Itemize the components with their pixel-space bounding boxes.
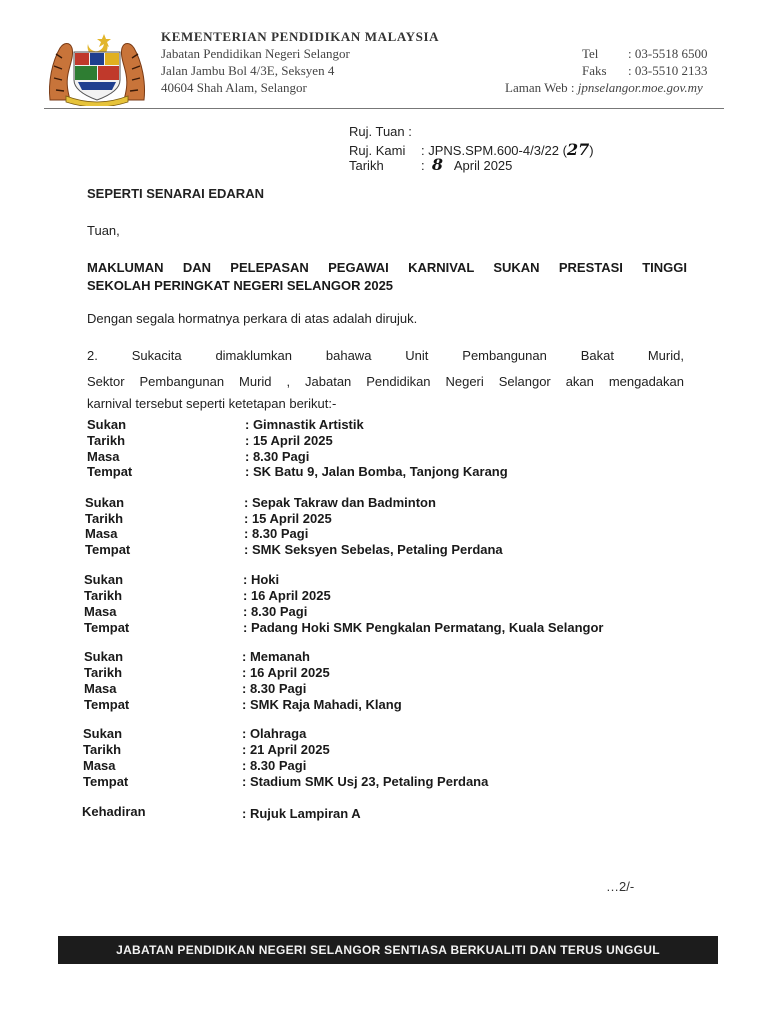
website (505, 80, 703, 96)
recipient: SEPERTI SENARAI EDARAN (87, 186, 264, 201)
event-tarikh: : 15 April 2025 (244, 511, 332, 526)
event-sukan: : Hoki (243, 572, 280, 587)
label-tarikh: Tarikh (83, 742, 122, 757)
address-line-2: Jalan Jambu Bol 4/3E, Seksyen 4 (161, 63, 335, 78)
label-masa: Masa (84, 681, 117, 696)
para2-line-1 (87, 348, 684, 363)
intro-paragraph: Dengan segala hormatnya perkara di atas adalah dirujuk. (87, 311, 418, 326)
ref-date (349, 155, 512, 174)
para2-word: Unit (405, 348, 429, 363)
ref-kami-handwritten: 27 (566, 140, 590, 159)
event-tempat: : Stadium SMK Usj 23, Petaling Perdana (242, 774, 489, 789)
page-marker: …2/- (606, 879, 635, 894)
address-line-1: Jabatan Pendidikan Negeri Selangor (161, 46, 350, 61)
label-masa: Masa (85, 526, 118, 541)
event-tarikh: : 21 April 2025 (242, 742, 330, 757)
fax-label: Faks (582, 63, 607, 78)
label-tempat: Tempat (84, 620, 130, 635)
label-sukan: Sukan (83, 726, 123, 741)
event-tempat: : SK Batu 9, Jalan Bomba, Tanjong Karang (245, 464, 508, 479)
event-tempat: : Padang Hoki SMK Pengkalan Permatang, Kuala Selangor (243, 620, 604, 635)
event-tarikh: : 15 April 2025 (245, 433, 333, 448)
event-tempat: : SMK Raja Mahadi, Klang (242, 697, 402, 712)
event-tarikh: : 16 April 2025 (242, 665, 330, 680)
malaysia-coat-of-arms-icon (44, 30, 150, 106)
event-masa: : 8.30 Pagi (245, 449, 310, 464)
date-label: Tarikh (349, 158, 384, 173)
event-masa: : 8.30 Pagi (242, 758, 307, 773)
para2-word: bahawa (325, 348, 372, 363)
para2-word: Bakat (580, 348, 614, 363)
fax (582, 63, 707, 79)
telephone (582, 46, 707, 62)
letterhead-divider (44, 108, 724, 109)
salutation: Tuan, (87, 223, 120, 238)
tel-value: : 03-5518 6500 (628, 46, 708, 61)
ref-kami-value: : JPNS.SPM.600-4/3/22 ( (421, 143, 567, 158)
event-masa: : 8.30 Pagi (243, 604, 308, 619)
event-tarikh: : 16 April 2025 (243, 588, 331, 603)
label-masa: Masa (83, 758, 116, 773)
para2-line-2: Sektor Pembangunan Murid , Jabatan Pendidikan Negeri Selangor akan mengadakan (87, 374, 684, 389)
label-tempat: Tempat (83, 774, 129, 789)
subject-line-1: MAKLUMAN DAN PELEPASAN PEGAWAI KARNIVAL SUKAN PRESTASI TINGGI (87, 260, 687, 275)
event-tempat: : SMK Seksyen Sebelas, Petaling Perdana (244, 542, 503, 557)
label-masa: Masa (84, 604, 117, 619)
para2-number: 2. (87, 348, 98, 363)
date-rest: April 2025 (453, 158, 513, 173)
para2-word: Pembangunan (462, 348, 547, 363)
tel-label: Tel (582, 46, 599, 61)
label-sukan: Sukan (84, 572, 124, 587)
label-tarikh: Tarikh (84, 665, 123, 680)
event-masa: : 8.30 Pagi (244, 526, 309, 541)
event-sukan: : Memanah (242, 649, 310, 664)
label-tempat: Tempat (87, 464, 133, 479)
footer-banner (58, 936, 718, 964)
event-sukan: : Gimnastik Artistik (245, 417, 364, 432)
para2-word: Murid, (647, 348, 684, 363)
date-day-handwritten: 8 (431, 155, 443, 174)
kehadiran-value: : Rujuk Lampiran A (242, 806, 361, 821)
label-tempat: Tempat (84, 697, 130, 712)
footer-motto: JABATAN PENDIDIKAN NEGERI SELANGOR SENTIASA BERKUALITI DAN TERUS UNGGUL (116, 943, 660, 957)
label-sukan: Sukan (85, 495, 125, 510)
label-masa: Masa (87, 449, 120, 464)
address-line-3: 40604 Shah Alam, Selangor (161, 80, 307, 95)
date-colon: : (421, 158, 425, 173)
web-value: jpnselangor.moe.gov.my (577, 80, 703, 95)
para2-word: dimaklumkan (215, 348, 293, 363)
label-tempat: Tempat (85, 542, 131, 557)
label-tarikh: Tarikh (85, 511, 124, 526)
event-sukan: : Sepak Takraw dan Badminton (244, 495, 436, 510)
label-kehadiran: Kehadiran (82, 804, 146, 819)
para2-word: Sukacita (131, 348, 182, 363)
ref-tuan: Ruj. Tuan : (349, 124, 412, 139)
label-tarikh: Tarikh (87, 433, 126, 448)
label-sukan: Sukan (84, 649, 124, 664)
ref-kami-label: Ruj. Kami (349, 143, 406, 158)
event-sukan: : Olahraga (242, 726, 307, 741)
web-label: Laman Web : (505, 80, 575, 95)
ministry-name: KEMENTERIAN PENDIDIKAN MALAYSIA (161, 29, 440, 44)
ref-kami-close: ) (589, 143, 594, 158)
label-tarikh: Tarikh (84, 588, 123, 603)
subject-line-2: SEKOLAH PERINGKAT NEGERI SELANGOR 2025 (87, 278, 394, 293)
event-masa: : 8.30 Pagi (242, 681, 307, 696)
para2-line-3: karnival tersebut seperti ketetapan berikut:- (87, 396, 337, 411)
label-sukan: Sukan (87, 417, 127, 432)
fax-value: : 03-5510 2133 (628, 63, 708, 78)
